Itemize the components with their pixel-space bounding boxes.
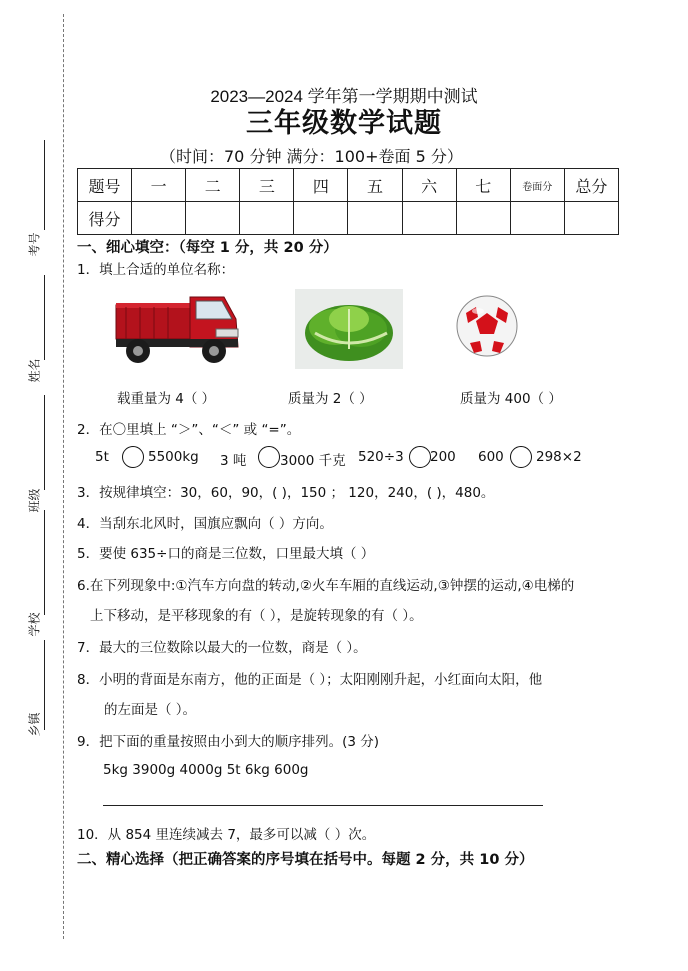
question-9: 9．把下面的重量按照由小到大的顺序排列。(3 分) (77, 734, 380, 750)
question-2: 2．在〇里填上 “＞”、“＜” 或 “=”。 (77, 422, 301, 438)
section2-heading: 二、精心选择（把正确答案的序号填在括号中。每题 2 分，共 10 分） (77, 852, 534, 868)
side-label-xuexiao: 学校 (27, 612, 42, 637)
score-header-cell: 五 (348, 169, 402, 202)
score-header-cell: 总分 (564, 169, 618, 202)
compare-circle[interactable] (409, 446, 431, 468)
side-label-kaohao: 考号 (27, 232, 42, 257)
side-label-xingming: 姓名 (27, 358, 42, 383)
soccer-ball-image (456, 295, 518, 357)
score-input-cell[interactable] (456, 202, 510, 235)
score-header-cell: 七 (456, 169, 510, 202)
question-1: 1．填上合适的单位名称： (77, 262, 235, 278)
q2-item: 600 (478, 449, 504, 465)
score-input-cell[interactable] (564, 202, 618, 235)
score-label-cell: 得分 (78, 202, 132, 235)
compare-circle[interactable] (122, 446, 144, 468)
compare-circle[interactable] (258, 446, 280, 468)
question-9-items: 5kg 3900g 4000g 5t 6kg 600g (103, 762, 309, 778)
ball-caption: 质量为 400（ ） (460, 391, 562, 407)
question-6-line2: 上下移动，是平移现象的有（ ），是旋转现象的有（ ）。 (90, 608, 423, 624)
side-label-xiangzhen: 乡镇 (27, 712, 42, 737)
score-table-score-row (78, 202, 619, 235)
question-8-line2: 的左面是（ ）。 (104, 702, 197, 718)
question-4: 4．当刮东北风时，国旗应飘向（ ）方向。 (77, 516, 333, 532)
score-header-cell: 六 (402, 169, 456, 202)
side-label-banji: 班级 (27, 488, 42, 513)
score-input-cell[interactable] (402, 202, 456, 235)
side-rule-banji (44, 395, 45, 490)
q2-item: 200 (430, 449, 456, 465)
q2-item: 298×2 (536, 449, 582, 465)
side-rule-xiangzhen (44, 640, 45, 730)
score-table-header-row (78, 169, 619, 202)
side-rule-xingming (44, 275, 45, 360)
question-3: 3．按规律填空：30，60，90，( )，150 ； 120，240，( )，480。 (77, 485, 495, 501)
score-input-cell[interactable] (186, 202, 240, 235)
question-8-line1: 8．小明的背面是东南方，他的正面是（ ）；太阳刚刚升起，小红面向太阳，他 (77, 672, 543, 688)
q2-item: 3000 千克 (280, 453, 346, 469)
score-header-cell: 卷面分 (510, 169, 564, 202)
q2-item: 520÷3 (358, 449, 404, 465)
section1-heading: 一、细心填空：（每空 1 分，共 20 分） (77, 240, 338, 256)
exam-title-line1: 2023—2024 学年第一学期期中测试 (210, 87, 478, 106)
score-header-cell: 一 (132, 169, 186, 202)
q2-item: 5500kg (148, 449, 199, 465)
lettuce-image (295, 289, 403, 369)
question-6-line1: 6.在下列现象中:①汽车方向盘的转动,②火车车厢的直线运动,③钟摆的运动,④电梯的 (77, 578, 575, 594)
exam-subtitle: （时间：70 分钟 满分：100+卷面 5 分） (160, 147, 463, 166)
score-input-cell[interactable] (240, 202, 294, 235)
score-header-cell: 二 (186, 169, 240, 202)
side-rule-kaohao (44, 140, 45, 230)
q2-item: 5t (95, 449, 109, 465)
score-table (77, 168, 619, 235)
question-10: 10．从 854 里连续减去 7，最多可以减（ ）次。 (77, 827, 376, 843)
question-7: 7．最大的三位数除以最大的一位数，商是（ ）。 (77, 640, 367, 656)
q9-answer-line[interactable] (103, 805, 543, 806)
score-input-cell[interactable] (348, 202, 402, 235)
truck-caption: 载重量为 4（ ） (117, 391, 216, 407)
exam-title-line2: 三年级数学试题 (246, 108, 442, 139)
binding-dashed-line (63, 14, 64, 939)
score-header-cell: 四 (294, 169, 348, 202)
score-input-cell[interactable] (294, 202, 348, 235)
q2-item: 3 吨 (220, 453, 247, 469)
question-5: 5．要使 635÷口的商是三位数，口里最大填（ ） (77, 546, 375, 562)
truck-image (112, 285, 244, 367)
score-input-cell[interactable] (132, 202, 186, 235)
side-rule-xuexiao (44, 510, 45, 615)
score-header-cell: 题号 (78, 169, 132, 202)
score-header-cell: 三 (240, 169, 294, 202)
score-input-cell[interactable] (510, 202, 564, 235)
lettuce-caption: 质量为 2（ ） (288, 391, 373, 407)
compare-circle[interactable] (510, 446, 532, 468)
